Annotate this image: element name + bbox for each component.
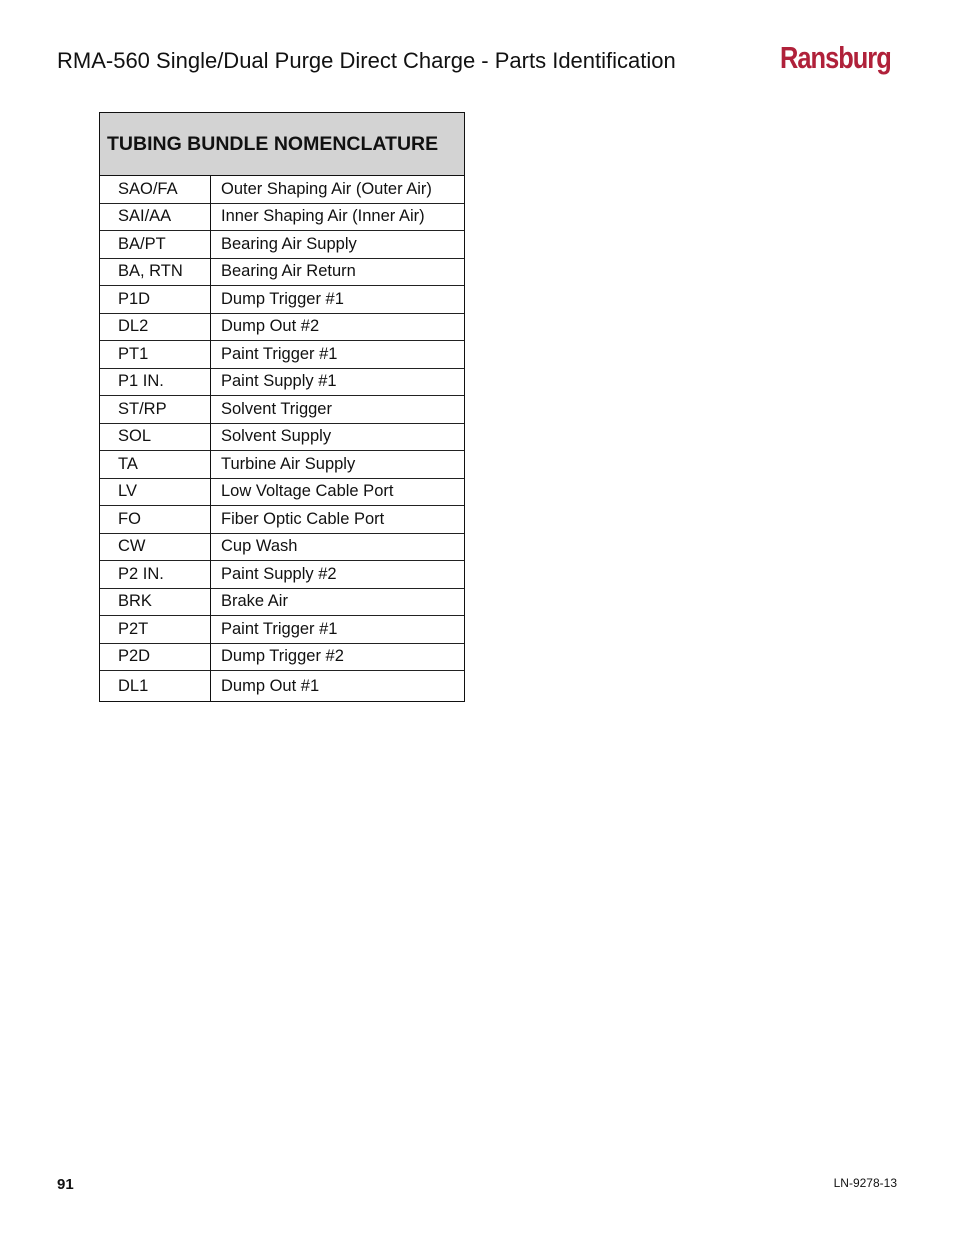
ransburg-logo: Ransburg <box>780 40 891 75</box>
row-description: Solvent Supply <box>221 427 332 446</box>
row-description: Inner Shaping Air (Inner Air) <box>221 207 425 226</box>
row-code: BRK <box>118 592 152 611</box>
table-row <box>100 231 464 259</box>
row-description: Paint Trigger #1 <box>221 619 338 638</box>
row-description: Brake Air <box>221 592 288 611</box>
row-description: Paint Supply #1 <box>221 372 337 391</box>
table-heading: TUBING BUNDLE NOMENCLATURE <box>100 113 464 176</box>
row-description: Cup Wash <box>221 537 298 556</box>
table-row <box>100 396 464 424</box>
table-row <box>100 286 464 314</box>
row-code: SAI/AA <box>118 207 172 226</box>
row-description: Bearing Air Supply <box>221 234 357 253</box>
row-description: Fiber Optic Cable Port <box>221 509 385 528</box>
table-row <box>100 506 464 534</box>
table-row <box>100 479 464 507</box>
row-description: Low Voltage Cable Port <box>221 482 394 501</box>
row-description: Paint Supply #2 <box>221 564 337 583</box>
row-description: Outer Shaping Air (Outer Air) <box>221 179 432 198</box>
table-row <box>100 369 464 397</box>
table-row <box>100 671 464 701</box>
table-row <box>100 176 464 204</box>
row-description: Dump Out #1 <box>221 676 320 695</box>
row-code: P2D <box>118 647 151 666</box>
row-description: Solvent Trigger <box>221 399 332 418</box>
row-description: Dump Trigger #2 <box>221 647 344 666</box>
row-code: SAO/FA <box>118 179 178 198</box>
table-row <box>100 341 464 369</box>
row-code: P2T <box>118 619 149 638</box>
row-code: DL2 <box>118 317 149 336</box>
row-code: PT1 <box>118 344 149 363</box>
row-code: BA/PT <box>118 234 166 253</box>
row-code: CW <box>118 537 146 556</box>
row-code: TA <box>118 454 138 473</box>
row-code: SOL <box>118 427 152 446</box>
table-row <box>100 424 464 452</box>
row-code: FO <box>118 509 141 528</box>
row-code: LV <box>118 482 137 501</box>
row-code: DL1 <box>118 676 149 695</box>
document-code: LN-9278-13 <box>833 1176 897 1190</box>
row-code: ST/RP <box>118 399 167 418</box>
table-row <box>100 561 464 589</box>
row-code: P1 IN. <box>118 372 164 391</box>
row-description: Turbine Air Supply <box>221 454 356 473</box>
table-row <box>100 589 464 617</box>
nomenclature-table <box>99 112 465 702</box>
table-row <box>100 534 464 562</box>
row-description: Paint Trigger #1 <box>221 344 338 363</box>
row-description: Dump Trigger #1 <box>221 289 344 308</box>
table-row <box>100 616 464 644</box>
page-number: 91 <box>57 1176 74 1193</box>
row-description: Bearing Air Return <box>221 262 356 281</box>
table-row <box>100 204 464 232</box>
row-code: P2 IN. <box>118 564 164 583</box>
table-row <box>100 451 464 479</box>
table-row <box>100 314 464 342</box>
row-code: BA, RTN <box>118 262 183 281</box>
row-description: Dump Out #2 <box>221 317 320 336</box>
page-title: RMA-560 Single/Dual Purge Direct Charge - Parts Identification <box>57 48 676 73</box>
table-row <box>100 644 464 672</box>
table-body <box>100 176 464 701</box>
table-row <box>100 259 464 287</box>
row-code: P1D <box>118 289 151 308</box>
